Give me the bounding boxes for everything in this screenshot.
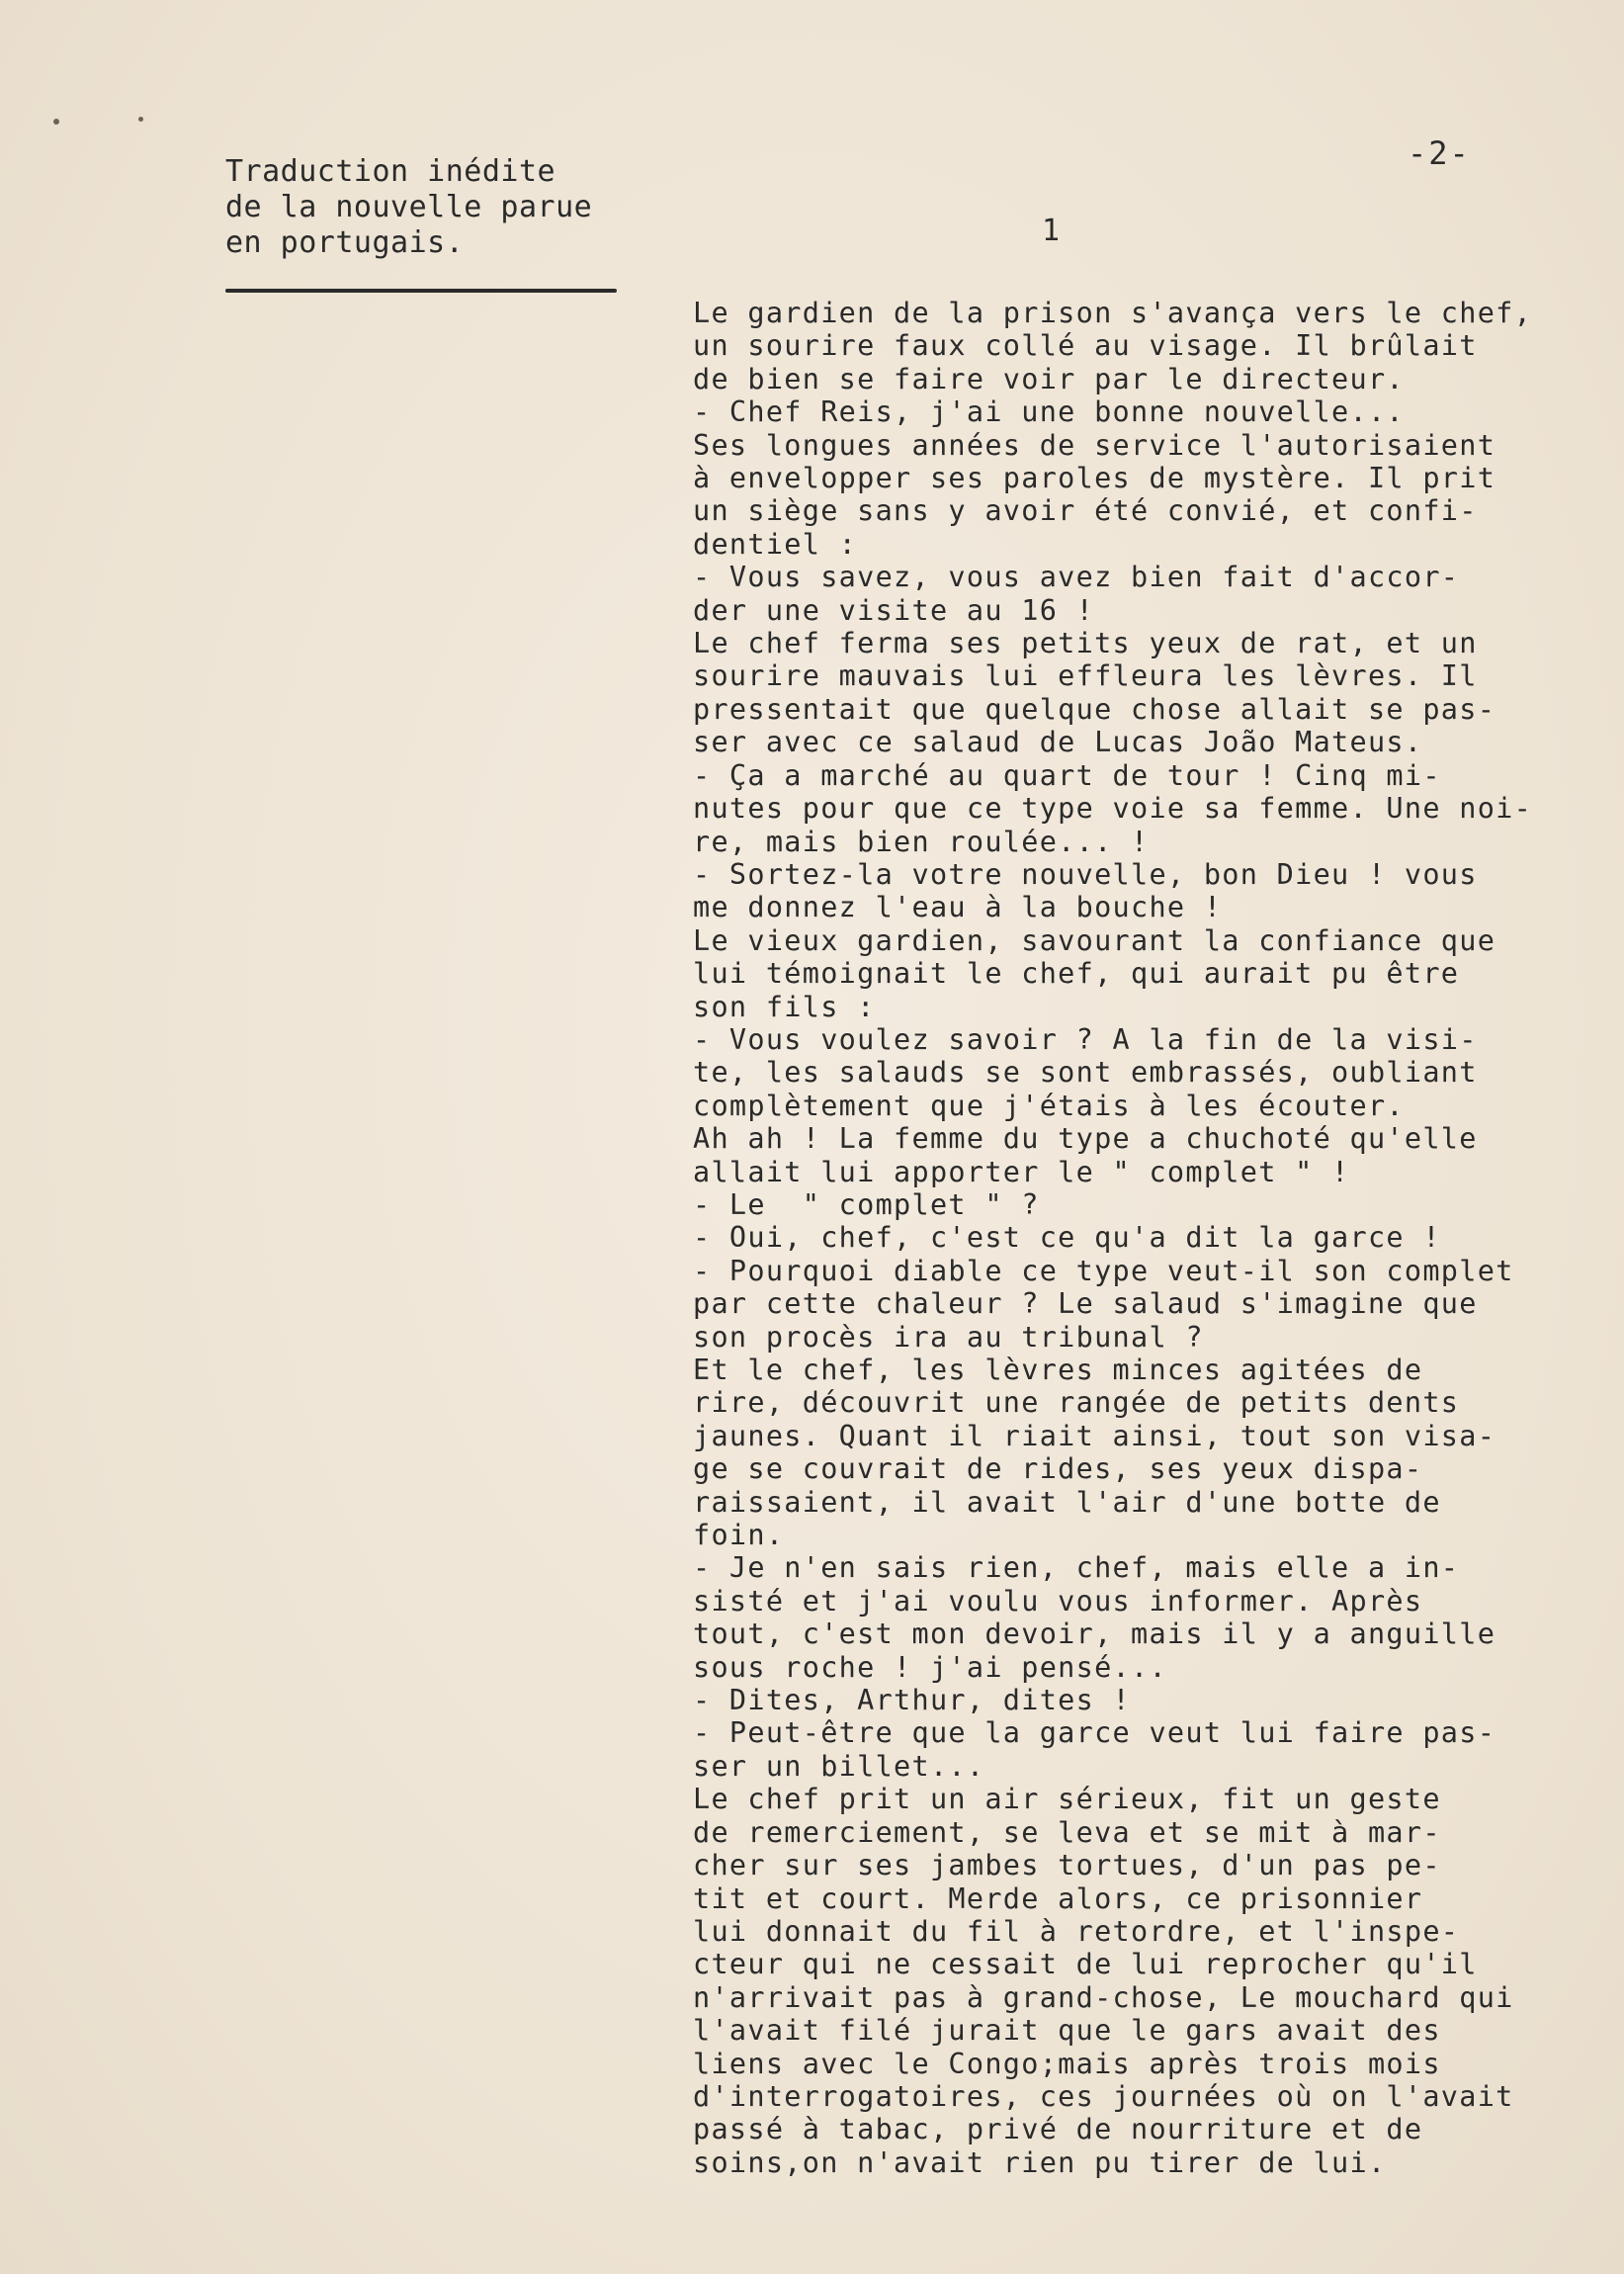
text-line: son fils : (693, 990, 876, 1023)
text-line: - Vous savez, vous avez bien fait d'accor- (693, 561, 1460, 594)
text-line: tout, c'est mon devoir, mais il y a anguille (693, 1618, 1496, 1651)
text-line: allait lui apporter le " complet " ! (693, 1155, 1350, 1188)
text-line: - Vous voulez savoir ? A la fin de la visi- (693, 1022, 1478, 1056)
text-line: re, mais bien roulée... ! (693, 825, 1150, 858)
text-line: n'arrivait pas à grand-chose, Le mouchard qui (693, 1980, 1514, 2014)
text-line: - Oui, chef, c'est ce qu'a dit la garce ! (693, 1221, 1441, 1255)
text-line: dentiel : (693, 527, 858, 561)
text-line: Le chef prit un air sérieux, fit un geste (693, 1783, 1441, 1816)
text-line: tit et court. Merde alors, ce prisonnier (693, 1881, 1423, 1915)
text-line: un sourire faux collé au visage. Il brûlait (693, 329, 1478, 363)
text-line: Le chef ferma ses petits yeux de rat, et un (693, 627, 1478, 660)
text-line: de bien se faire voir par le directeur. (693, 362, 1405, 395)
text-line: pressentait que quelque chose allait se pas- (693, 692, 1496, 726)
text-line: d'interrogatoires, ces journées où on l'avait (693, 2079, 1514, 2113)
text-line: l'avait filé jurait que le gars avait des (693, 2014, 1441, 2048)
text-line: me donnez l'eau à la bouche ! (693, 891, 1223, 924)
text-line: rire, découvrit une rangée de petits dents (693, 1386, 1460, 1420)
speck (53, 119, 59, 125)
text-line: Et le chef, les lèvres minces agitées de (693, 1354, 1423, 1386)
translation-note (225, 154, 592, 261)
text-line: ser un billet... (693, 1749, 985, 1783)
text-line: lui témoignait le chef, qui aurait pu être (693, 957, 1460, 991)
text-line: soins,on n'avait rien pu tirer de lui. (693, 2145, 1387, 2179)
text-line: lui donnait du fil à retordre, et l'inspe- (693, 1914, 1460, 1948)
text-line: - Peut-être que la garce veut lui faire pas- (693, 1716, 1496, 1750)
text-line: son procès ira au tribunal ? (693, 1320, 1204, 1354)
text-line: der une visite au 16 ! (693, 593, 1095, 627)
text-line: - Sortez-la votre nouvelle, bon Dieu ! vous (693, 857, 1478, 891)
text-line: sous roche ! j'ai pensé... (693, 1650, 1167, 1684)
text-line: liens avec le Congo;mais après trois mois (693, 2047, 1441, 2080)
translation-note-line: de la nouvelle parue (225, 190, 593, 224)
text-line: passé à tabac, privé de nourriture et de (693, 2113, 1423, 2146)
text-line: - Chef Reis, j'ai une bonne nouvelle... (693, 395, 1405, 429)
text-line: Ses longues années de service l'autorisaient (693, 428, 1496, 462)
text-line: Le gardien de la prison s'avança vers le chef, (693, 297, 1533, 329)
text-line: jaunes. Quant il riait ainsi, tout son visa- (693, 1419, 1496, 1452)
text-line: - Pourquoi diable ce type veut-il son complet (693, 1254, 1514, 1287)
text-line: Le vieux gardien, savourant la confiance que (693, 923, 1496, 957)
chapter-number: 1 (1042, 214, 1061, 248)
text-line: ge se couvrait de rides, ses yeux dispa- (693, 1452, 1423, 1486)
text-line: ser avec ce salaud de Lucas João Mateus. (693, 726, 1423, 759)
text-line: complètement que j'étais à les écouter. (693, 1089, 1405, 1122)
text-line: - Le " complet " ? (693, 1187, 1040, 1221)
text-line: sisté et j'ai voulu vous informer. Après (693, 1584, 1423, 1618)
translation-note-underline (225, 289, 617, 293)
text-line: un siège sans y avoir été convié, et confi- (693, 494, 1478, 528)
text-line: de remerciement, se leva et se mit à mar- (693, 1815, 1441, 1849)
text-line: à envelopper ses paroles de mystère. Il prit (693, 462, 1496, 495)
page-number: -2- (1408, 134, 1471, 172)
text-line: par cette chaleur ? Le salaud s'imagine que (693, 1287, 1478, 1321)
text-line: te, les salauds se sont embrassés, oubliant (693, 1056, 1478, 1090)
text-line: - Ça a marché au quart de tour ! Cinq mi- (693, 758, 1441, 792)
text-line: Ah ah ! La femme du type a chuchoté qu'elle (693, 1122, 1478, 1156)
story-text (693, 297, 1582, 2179)
text-line: cher sur ses jambes tortues, d'un pas pe- (693, 1849, 1441, 1882)
text-line: raissaient, il avait l'air d'une botte de (693, 1485, 1441, 1519)
speck (138, 117, 143, 122)
text-line: - Je n'en sais rien, chef, mais elle a in- (693, 1551, 1460, 1585)
translation-note-line: en portugais. (225, 225, 465, 260)
text-line: nutes pour que ce type voie sa femme. Une noi- (693, 792, 1533, 826)
text-line: sourire mauvais lui effleura les lèvres. Il (693, 659, 1478, 693)
text-line: cteur qui ne cessait de lui reprocher qu'il (693, 1948, 1478, 1981)
paper-specks (53, 117, 152, 127)
translation-note-line: Traduction inédite (225, 154, 556, 189)
text-line: - Dites, Arthur, dites ! (693, 1684, 1132, 1717)
text-line: foin. (693, 1519, 785, 1552)
